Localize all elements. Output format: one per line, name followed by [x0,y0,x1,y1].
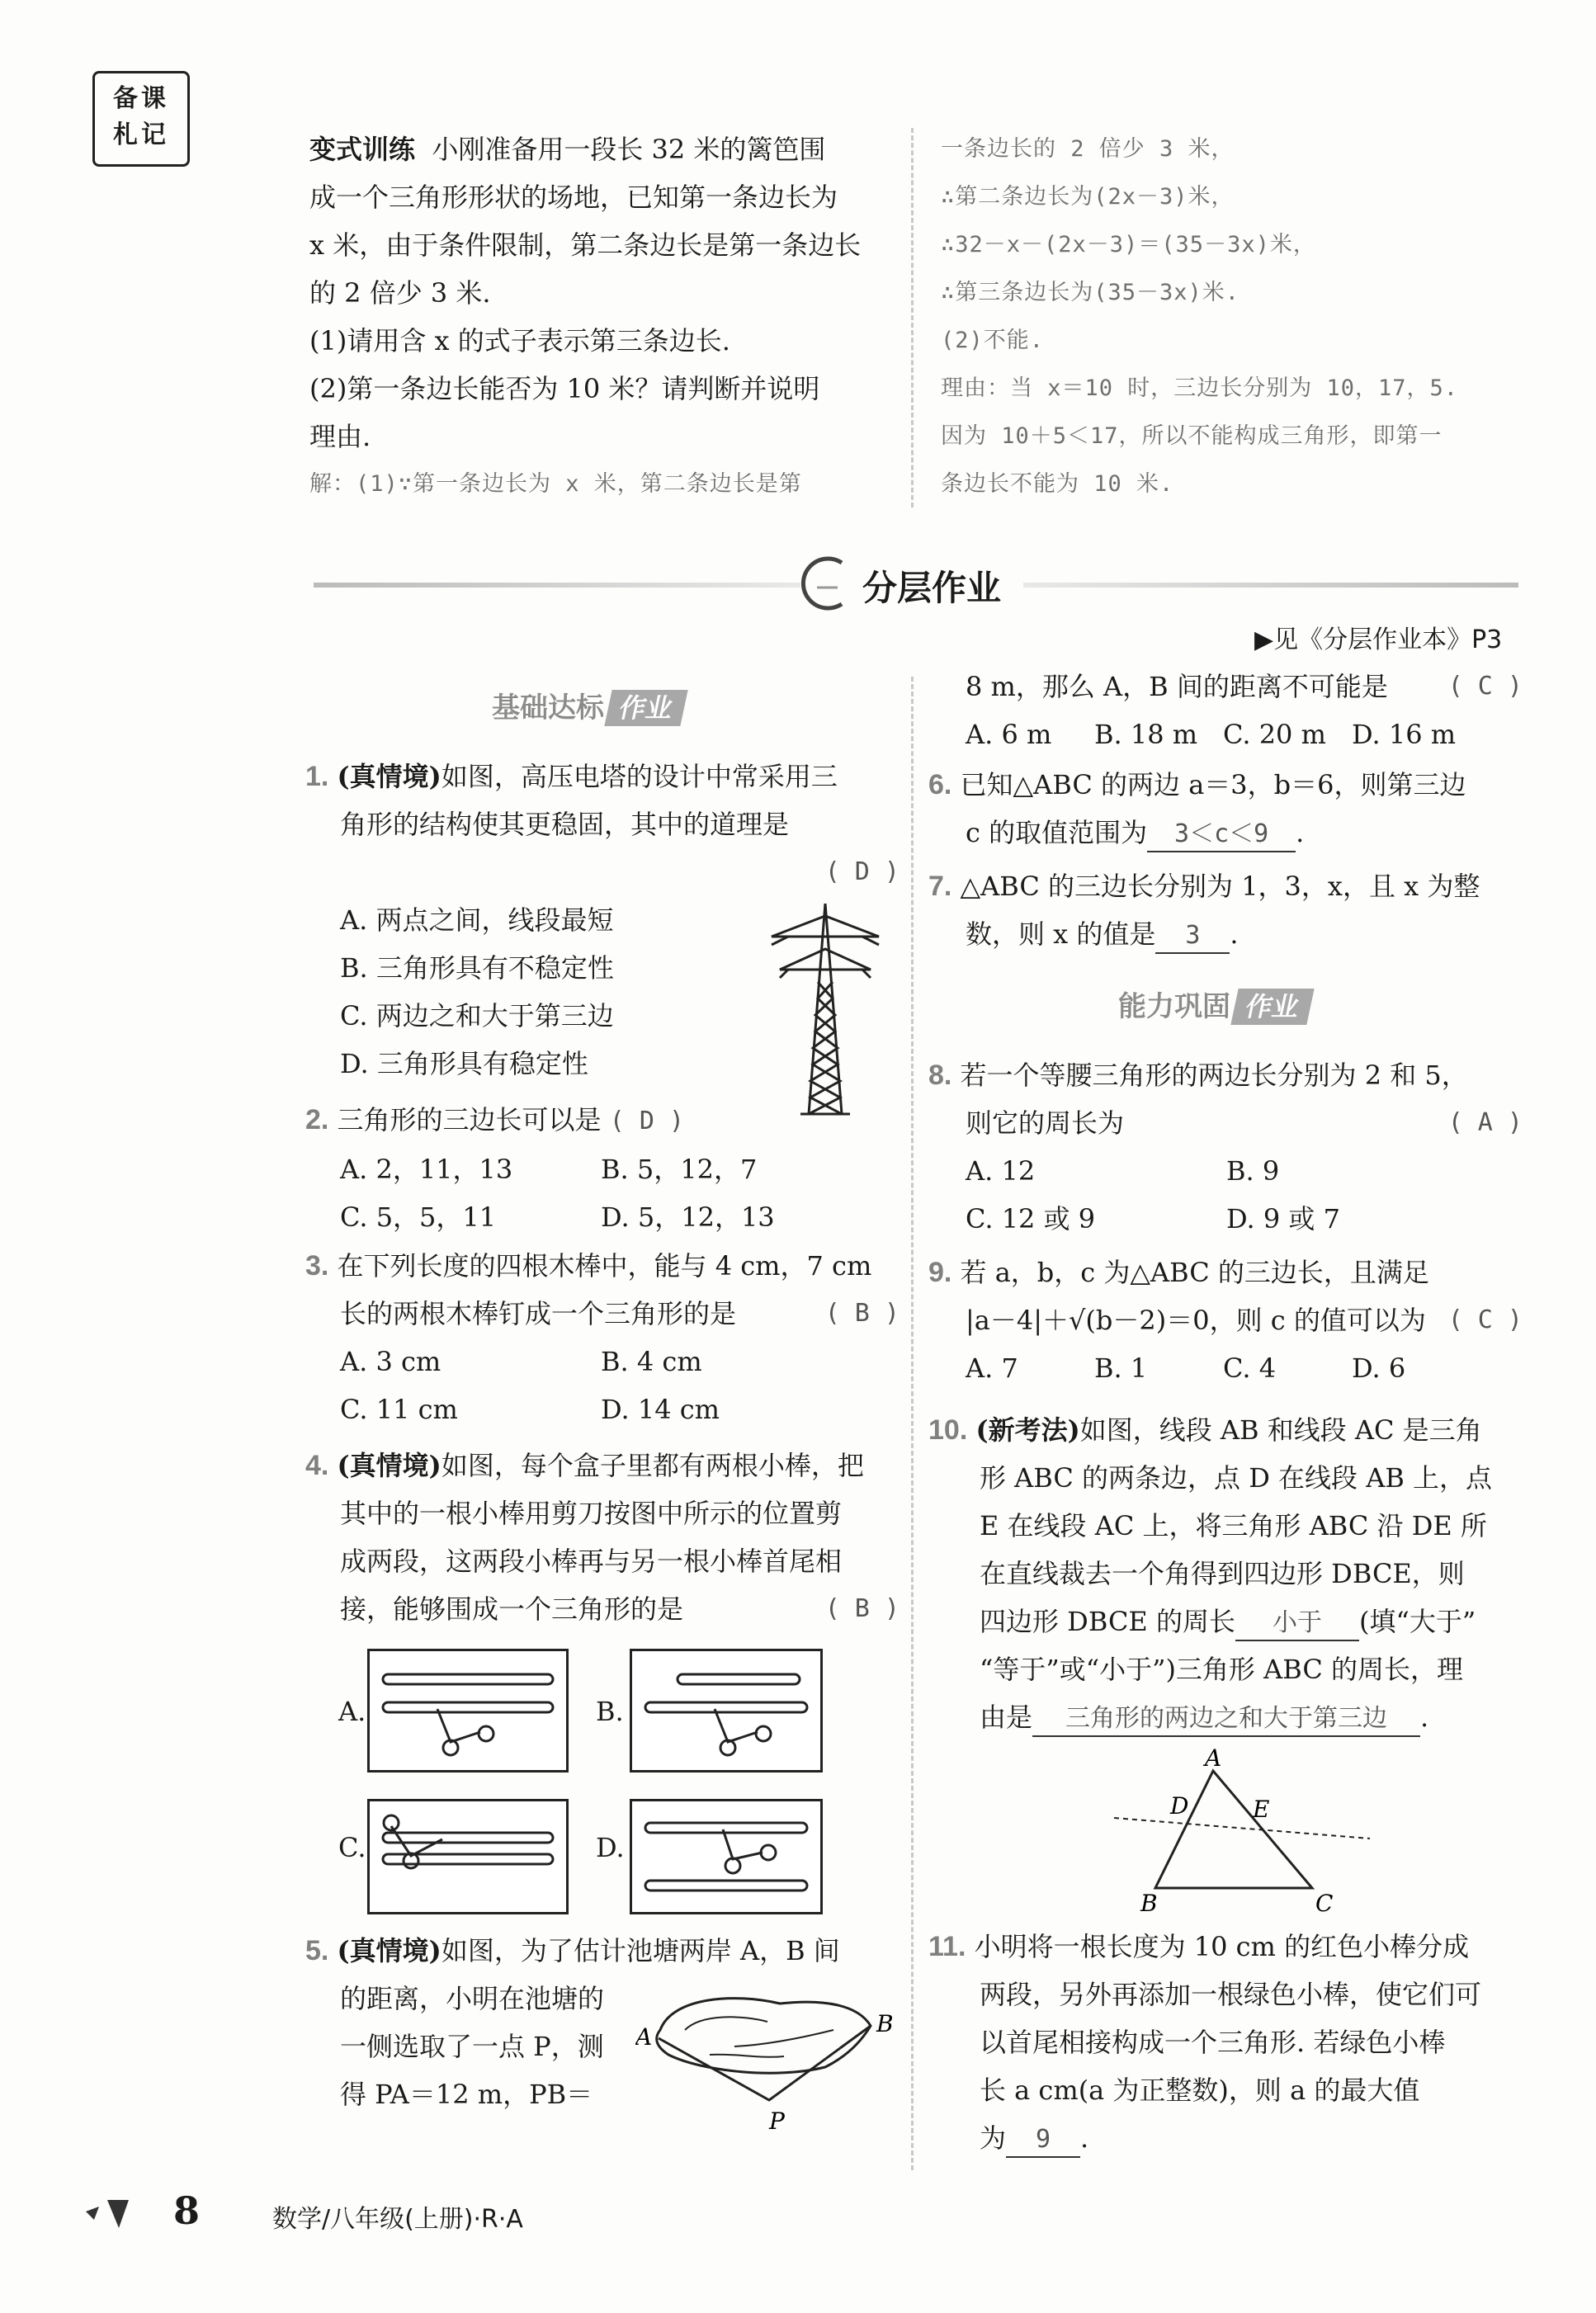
option: D. 6 [1352,1352,1406,1384]
question-text: 接，能够围成一个三角形的是 [340,1593,684,1625]
question-7 [928,862,1523,958]
question-text: 四边形 DBCE 的周长 [980,1606,1235,1637]
question-text: 形 ABC 的两条边，点 D 在线段 AB 上，点 [980,1462,1493,1494]
question-text: 如图，每个盒子里都有两根小棒，把 [441,1450,864,1481]
solution-line: ∴第二条边长为(2x－3)米， [941,184,1235,210]
question-text: 如图，高压电塔的设计中常采用三 [441,761,838,792]
pond-label-b: B [876,2010,894,2037]
option: D. 16 m [1352,719,1457,750]
question-text: 三角形的三边长可以是 [337,1104,602,1135]
section-title: 分层作业 [862,568,1002,608]
question-8 [928,1051,1523,1243]
question-text: 以首尾相接构成一个三角形. 若绿色小棒 [980,2027,1446,2058]
variant-line: 小刚准备用一段长 32 米的篱笆围 [432,134,826,165]
book-info: 数学/八年级(上册)·R·A [272,2205,523,2234]
question-number: 8. [928,1060,952,1091]
question-text: 8 m，那么 A，B 间的距离不可能是 [966,671,1388,702]
option: C. 12 或 9 [966,1203,1096,1234]
triangle-label-d: D [1170,1792,1189,1820]
question-text: 角形的结构使其更稳固，其中的道理是 [340,809,790,840]
question-number: 2. [305,1104,329,1135]
option: B. 9 [1226,1155,1280,1187]
question-text: 为 [980,2122,1007,2154]
answer-choice: ( D ) [609,1107,685,1135]
q4-label-d: D. [596,1832,625,1863]
answer-choice: ( A ) [1447,1108,1523,1137]
variant-line: 成一个三角形形状的场地，已知第一条边长为 [309,182,838,213]
q4-label-b: B. [596,1696,624,1727]
option: A. 2，11，13 [340,1154,513,1185]
option: C. 20 m [1223,719,1326,750]
variant-line: (1)请用含 x 的式子表示第三条边长. [309,325,730,356]
notes-badge-line2: 札记 [113,120,169,149]
top-column-divider [911,128,914,507]
question-tag: (新考法) [975,1414,1080,1446]
question-text: . [1080,2122,1089,2154]
pond-figure [635,1980,900,2137]
question-text: “等于”或“小于”)三角形 ABC 的周长，理 [980,1654,1463,1685]
option: B. 1 [1094,1352,1148,1384]
q4-option-a-figure [367,1649,569,1773]
answer-blank: 三角形的两边之和大于第三边 [1032,1702,1420,1737]
variant-solution [941,125,1458,508]
section-swirl-icon [800,555,850,612]
question-text: . [1420,1702,1429,1733]
question-text: 其中的一根小棒用剪刀按图中所示的位置剪 [340,1498,843,1529]
question-tag: (真情境) [337,1935,441,1966]
question-text: 如图，为了估计池塘两岸 A，B 间 [441,1935,840,1966]
question-number: 5. [305,1935,329,1966]
question-3 [305,1242,900,1433]
triangle-label-b: B [1140,1890,1158,1913]
solution-line: 条边长不能为 10 米. [941,471,1174,497]
option: A. 7 [966,1352,1018,1384]
solution-line: (2)不能. [941,328,1045,353]
option: C. 两边之和大于第三边 [340,1000,614,1031]
triangle-label-e: E [1253,1796,1270,1823]
question-number: 11. [928,1931,966,1962]
variant-label: 变式训练 [309,134,416,165]
pond-label-a: A [635,2023,653,2051]
question-text: 若 a，b，c 为△ABC 的三边长，且满足 [960,1257,1429,1288]
question-text: 在下列长度的四根木棒中，能与 4 cm，7 cm [337,1250,872,1282]
solution-line: 一条边长的 2 倍少 3 米， [941,136,1235,162]
section-divider-left [314,583,800,588]
option: D. 5，12，13 [601,1201,775,1233]
question-text: 长 a cm(a 为正整数)，则 a 的最大值 [980,2075,1420,2106]
answer-choice: ( B ) [824,1594,900,1623]
question-text: △ABC 的三边长分别为 1，3，x，且 x 为整 [960,871,1480,902]
option: D. 14 cm [601,1394,720,1425]
variant-line: 理由. [309,421,371,452]
option: B. 18 m [1094,719,1198,750]
option: A. 6 m [966,719,1052,750]
question-text: 如图，线段 AB 和线段 AC 是三角 [1079,1414,1482,1446]
question-text: 两段，另外再添加一根绿色小棒，使它们可 [980,1979,1482,2010]
variant-line: (2)第一条边长能否为 10 米？请判断并说明 [309,373,820,404]
solution-line: ∴第三条边长为(35－3x)米. [941,280,1240,305]
variant-line: x 米，由于条件限制，第二条边长是第一条边长 [309,229,862,261]
question-text: 已知△ABC 的两边 a＝3，b＝6，则第三边 [960,769,1466,800]
option: C. 4 [1223,1352,1277,1384]
question-number: 4. [305,1450,329,1481]
question-text: 小明将一根长度为 10 cm 的红色小棒分成 [974,1931,1470,1962]
power-tower-figure [763,899,887,1122]
basic-tag: 作业 [604,690,687,726]
question-text: 由是 [980,1702,1033,1733]
option: C. 5，5，11 [340,1201,497,1233]
question-text: c 的取值范围为 [966,817,1148,848]
section-divider-right [1023,583,1518,588]
ability-title: 能力巩固 [1118,990,1230,1023]
question-text: 成两段，这两段小棒再与另一根小棒首尾相 [340,1546,843,1577]
option: B. 5，12，7 [601,1154,758,1185]
question-number: 1. [305,761,329,792]
solution-line: 因为 10＋5＜17，所以不能构成三角形，即第一 [941,423,1443,449]
answer-choice: ( C ) [1447,672,1523,701]
option: D. 9 或 7 [1226,1203,1340,1234]
question-tag: (真情境) [337,1450,441,1481]
option: A. 两点之间，线段最短 [340,904,614,936]
workbook-reference: ▶见《分层作业本》P3 [1254,625,1503,654]
option: A. 12 [966,1155,1036,1187]
pond-label-p: P [769,2108,785,2135]
answer-blank: 3 [1155,919,1230,954]
solution-line: 理由：当 x＝10 时，三边长分别为 10，17，5. [941,375,1459,401]
option: D. 三角形具有稳定性 [340,1048,588,1079]
question-number: 9. [928,1257,952,1288]
option: B. 三角形具有不稳定性 [340,952,614,984]
question-6 [928,761,1523,857]
option: C. 11 cm [340,1394,458,1425]
question-text: 长的两根木棒钉成一个三角形的是 [340,1298,737,1329]
page-number: 8 [173,2188,201,2233]
question-text: 的距离，小明在池塘的 [340,1983,605,2014]
q4-option-c-figure [367,1799,569,1914]
main-column-divider [911,677,914,2170]
question-number: 10. [928,1414,968,1446]
option: B. 4 cm [601,1346,702,1377]
solution-line: ∴32－x－(2x－3)＝(35－3x)米， [941,232,1316,257]
question-number: 3. [305,1250,329,1282]
answer-blank: 3＜c＜9 [1147,818,1296,852]
notes-badge-line1: 备课 [113,84,169,113]
answer-blank: 小于 [1235,1607,1359,1641]
question-text: 一侧选取了一点 P，测 [340,2031,604,2062]
question-11 [928,1923,1523,2162]
q4-label-a: A. [338,1696,366,1727]
notes-badge [92,71,190,167]
option: A. 3 cm [340,1346,441,1377]
question-text: 得 PA＝12 m，PB＝ [340,2079,593,2110]
basic-heading [492,685,684,726]
q4-option-d-figure [630,1799,823,1914]
question-text: |a－4|＋√(b－2)＝0，则 c 的值可以为 [966,1305,1426,1336]
variant-line: 的 2 倍少 3 米. [309,277,491,309]
question-text: 则它的周长为 [966,1107,1125,1139]
question-2 [305,1096,900,1241]
ability-heading [1118,984,1310,1025]
question-text: (填“大于” [1358,1606,1476,1637]
variant-question [309,125,861,508]
basic-title: 基础达标 [492,692,604,725]
question-text: 若一个等腰三角形的两边长分别为 2 和 5， [960,1060,1468,1091]
question-5-continued [966,663,1523,758]
triangle-label-c: C [1315,1890,1334,1913]
question-9 [928,1249,1523,1392]
question-text: 数，则 x 的值是 [966,918,1156,950]
triangle-label-a: A [1205,1748,1222,1772]
answer-choice: ( D ) [824,857,900,886]
question-text: . [1296,817,1305,848]
footer-ornament-icon [83,2195,135,2231]
q4-label-c: C. [338,1832,366,1863]
question-text: 在直线裁去一个角得到四边形 DBCE，则 [980,1558,1465,1589]
ability-tag: 作业 [1230,989,1314,1025]
question-number: 7. [928,871,952,902]
question-4 [305,1442,900,1633]
question-10 [928,1406,1523,1741]
variant-solution-start: 解：(1)∵第一条边长为 x 米，第二条边长是第 [309,471,802,497]
answer-blank: 9 [1006,2123,1080,2158]
question-number: 6. [928,769,952,800]
answer-choice: ( B ) [824,1299,900,1328]
q4-option-b-figure [630,1649,823,1773]
question-text: E 在线段 AC 上，将三角形 ABC 沿 DE 所 [980,1510,1487,1541]
question-text: . [1230,918,1239,950]
answer-choice: ( C ) [1447,1305,1523,1334]
triangle-figure [1106,1748,1386,1913]
question-tag: (真情境) [337,761,441,792]
